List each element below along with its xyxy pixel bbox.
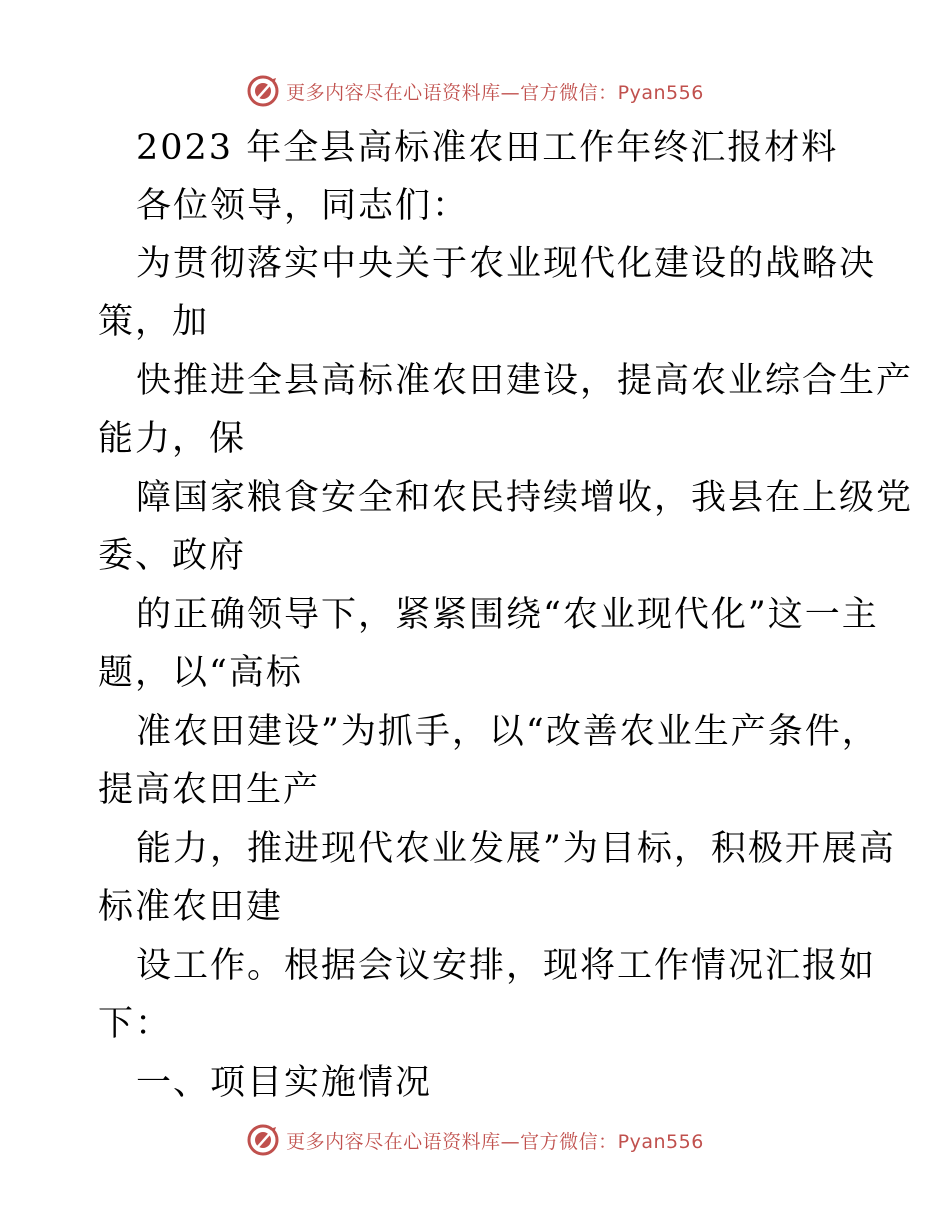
footer-watermark [0,1120,950,1160]
watermark-text: 更多内容尽在心语资料库—官方微信：Pyan556 [286,1130,704,1153]
document-title: 2023 年全县高标准农田工作年终汇报材料 [136,128,839,168]
body-line: 设工作。根据会议安排，现将工作情况汇报如 [136,946,877,986]
body-line: 策，加 [98,302,210,342]
body-line: 准农田建设”为抓手，以“改善农业生产条件， [136,712,879,752]
body-line: 能力，推进现代农业发展”为目标，积极开展高 [136,829,896,869]
body-line: 快推进全县高标准农田建设，提高农业综合生产 [136,361,914,401]
watermark-text: 更多内容尽在心语资料库—官方微信：Pyan556 [286,81,704,104]
body-line: 题，以“高标 [98,653,303,693]
body-line: 下： [98,1004,173,1044]
body-line: 的正确领导下，紧紧围绕“农业现代化”这一主 [136,595,879,635]
body-line: 能力，保 [98,419,247,459]
body-line: 委、政府 [98,536,247,576]
section-heading: 一、项目实施情况 [136,1063,433,1103]
body-line: 提高农田生产 [98,770,321,810]
header-watermark [0,71,950,111]
body-line: 标准农田建 [98,887,284,927]
body-line: 为贯彻落实中央关于农业现代化建设的战略决 [136,244,877,284]
pen-seal-logo-icon [246,1123,280,1157]
salutation: 各位领导，同志们： [136,186,470,226]
pen-seal-logo-icon [246,74,280,108]
body-line: 障国家粮食安全和农民持续增收，我县在上级党 [136,478,914,518]
